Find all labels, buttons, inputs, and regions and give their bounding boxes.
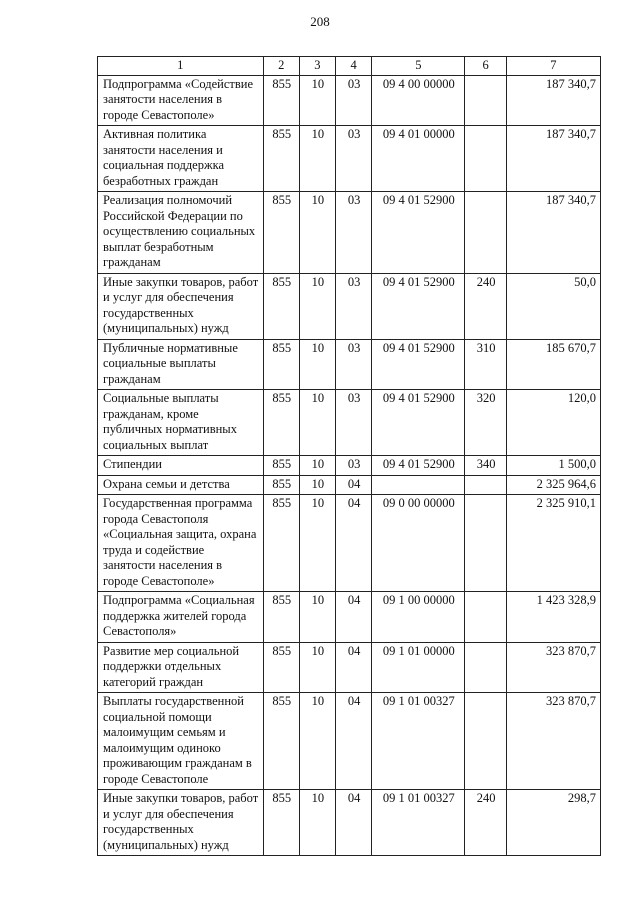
- subsection-code-cell: 04: [336, 790, 372, 856]
- ministry-code-cell: 855: [263, 75, 299, 126]
- section-code-cell: 10: [299, 339, 335, 390]
- subsection-code-cell: 04: [336, 495, 372, 592]
- item-name-cell: Подпрограмма «Социальная поддержка жителей города Севастополя»: [98, 592, 264, 643]
- expense-type-code-cell: [465, 592, 506, 643]
- table-body: [98, 75, 601, 856]
- target-article-code-cell: 09 1 01 00327: [372, 790, 465, 856]
- table-row: [98, 339, 601, 390]
- section-code-cell: 10: [299, 192, 335, 274]
- expense-type-code-cell: [465, 475, 506, 495]
- section-code-cell: 10: [299, 475, 335, 495]
- subsection-code-cell: 03: [336, 339, 372, 390]
- expense-type-code-cell: 240: [465, 273, 506, 339]
- subsection-code-cell: 04: [336, 693, 372, 790]
- ministry-code-cell: 855: [263, 693, 299, 790]
- subsection-code-cell: 04: [336, 475, 372, 495]
- ministry-code-cell: 855: [263, 192, 299, 274]
- item-name-cell: Иные закупки товаров, работ и услуг для обеспечения государственных (муниципальных) нужд: [98, 273, 264, 339]
- expense-type-code-cell: [465, 192, 506, 274]
- expense-type-code-cell: 340: [465, 456, 506, 476]
- table-row: [98, 273, 601, 339]
- subsection-code-cell: 04: [336, 592, 372, 643]
- item-name-cell: Социальные выплаты гражданам, кроме публичных нормативных социальных выплат: [98, 390, 264, 456]
- column-header: 2: [263, 57, 299, 76]
- amount-cell: 185 670,7: [506, 339, 600, 390]
- subsection-code-cell: 03: [336, 192, 372, 274]
- ministry-code-cell: 855: [263, 126, 299, 192]
- table-header-row: [98, 57, 601, 76]
- section-code-cell: 10: [299, 126, 335, 192]
- expense-type-code-cell: [465, 642, 506, 693]
- table-row: [98, 126, 601, 192]
- section-code-cell: 10: [299, 273, 335, 339]
- table-row: [98, 592, 601, 643]
- column-header: 5: [372, 57, 465, 76]
- ministry-code-cell: 855: [263, 456, 299, 476]
- subsection-code-cell: 03: [336, 75, 372, 126]
- expense-type-code-cell: 320: [465, 390, 506, 456]
- section-code-cell: 10: [299, 75, 335, 126]
- amount-cell: 298,7: [506, 790, 600, 856]
- amount-cell: 1 500,0: [506, 456, 600, 476]
- column-header: 1: [98, 57, 264, 76]
- section-code-cell: 10: [299, 390, 335, 456]
- item-name-cell: Стипендии: [98, 456, 264, 476]
- table-row: [98, 75, 601, 126]
- expense-type-code-cell: [465, 126, 506, 192]
- target-article-code-cell: 09 4 01 52900: [372, 339, 465, 390]
- target-article-code-cell: 09 4 01 00000: [372, 126, 465, 192]
- amount-cell: 2 325 910,1: [506, 495, 600, 592]
- target-article-code-cell: 09 1 01 00000: [372, 642, 465, 693]
- ministry-code-cell: 855: [263, 273, 299, 339]
- target-article-code-cell: 09 1 00 00000: [372, 592, 465, 643]
- item-name-cell: Подпрограмма «Содействие занятости населения в городе Севастополе»: [98, 75, 264, 126]
- amount-cell: 323 870,7: [506, 642, 600, 693]
- ministry-code-cell: 855: [263, 339, 299, 390]
- subsection-code-cell: 03: [336, 390, 372, 456]
- table-row: [98, 192, 601, 274]
- expense-type-code-cell: 310: [465, 339, 506, 390]
- item-name-cell: Государственная программа города Севастополя «Социальная защита, охрана труда и содействие занятости населения в городе Севастополе»: [98, 495, 264, 592]
- expense-type-code-cell: [465, 495, 506, 592]
- target-article-code-cell: 09 4 00 00000: [372, 75, 465, 126]
- target-article-code-cell: 09 1 01 00327: [372, 693, 465, 790]
- target-article-code-cell: [372, 475, 465, 495]
- amount-cell: 187 340,7: [506, 192, 600, 274]
- subsection-code-cell: 04: [336, 642, 372, 693]
- table-row: [98, 693, 601, 790]
- target-article-code-cell: 09 4 01 52900: [372, 456, 465, 476]
- table-row: [98, 495, 601, 592]
- section-code-cell: 10: [299, 790, 335, 856]
- item-name-cell: Охрана семьи и детства: [98, 475, 264, 495]
- column-header: 4: [336, 57, 372, 76]
- subsection-code-cell: 03: [336, 273, 372, 339]
- amount-cell: 2 325 964,6: [506, 475, 600, 495]
- subsection-code-cell: 03: [336, 456, 372, 476]
- ministry-code-cell: 855: [263, 475, 299, 495]
- target-article-code-cell: 09 4 01 52900: [372, 192, 465, 274]
- column-header: 3: [299, 57, 335, 76]
- amount-cell: 1 423 328,9: [506, 592, 600, 643]
- target-article-code-cell: 09 4 01 52900: [372, 390, 465, 456]
- section-code-cell: 10: [299, 495, 335, 592]
- section-code-cell: 10: [299, 693, 335, 790]
- ministry-code-cell: 855: [263, 592, 299, 643]
- section-code-cell: 10: [299, 592, 335, 643]
- amount-cell: 120,0: [506, 390, 600, 456]
- section-code-cell: 10: [299, 456, 335, 476]
- column-header: 6: [465, 57, 506, 76]
- target-article-code-cell: 09 0 00 00000: [372, 495, 465, 592]
- target-article-code-cell: 09 4 01 52900: [372, 273, 465, 339]
- column-header: 7: [506, 57, 600, 76]
- section-code-cell: 10: [299, 642, 335, 693]
- table-row: [98, 475, 601, 495]
- amount-cell: 323 870,7: [506, 693, 600, 790]
- expense-type-code-cell: [465, 693, 506, 790]
- table-row: [98, 390, 601, 456]
- item-name-cell: Выплаты государственной социальной помощи малоимущим семьям и малоимущим одиноко проживающим гражданам в городе Севастополе: [98, 693, 264, 790]
- page-number: 208: [310, 14, 330, 29]
- amount-cell: 187 340,7: [506, 75, 600, 126]
- ministry-code-cell: 855: [263, 790, 299, 856]
- table-row: [98, 790, 601, 856]
- table-row: [98, 642, 601, 693]
- table-row: [98, 456, 601, 476]
- item-name-cell: Развитие мер социальной поддержки отдельных категорий граждан: [98, 642, 264, 693]
- amount-cell: 50,0: [506, 273, 600, 339]
- expense-type-code-cell: [465, 75, 506, 126]
- item-name-cell: Реализация полномочий Российской Федерации по осуществлению социальных выплат безработным гражданам: [98, 192, 264, 274]
- item-name-cell: Иные закупки товаров, работ и услуг для обеспечения государственных (муниципальных) нужд: [98, 790, 264, 856]
- budget-table: [97, 56, 601, 856]
- subsection-code-cell: 03: [336, 126, 372, 192]
- expense-type-code-cell: 240: [465, 790, 506, 856]
- item-name-cell: Активная политика занятости населения и социальная поддержка безработных граждан: [98, 126, 264, 192]
- item-name-cell: Публичные нормативные социальные выплаты гражданам: [98, 339, 264, 390]
- ministry-code-cell: 855: [263, 495, 299, 592]
- ministry-code-cell: 855: [263, 642, 299, 693]
- amount-cell: 187 340,7: [506, 126, 600, 192]
- ministry-code-cell: 855: [263, 390, 299, 456]
